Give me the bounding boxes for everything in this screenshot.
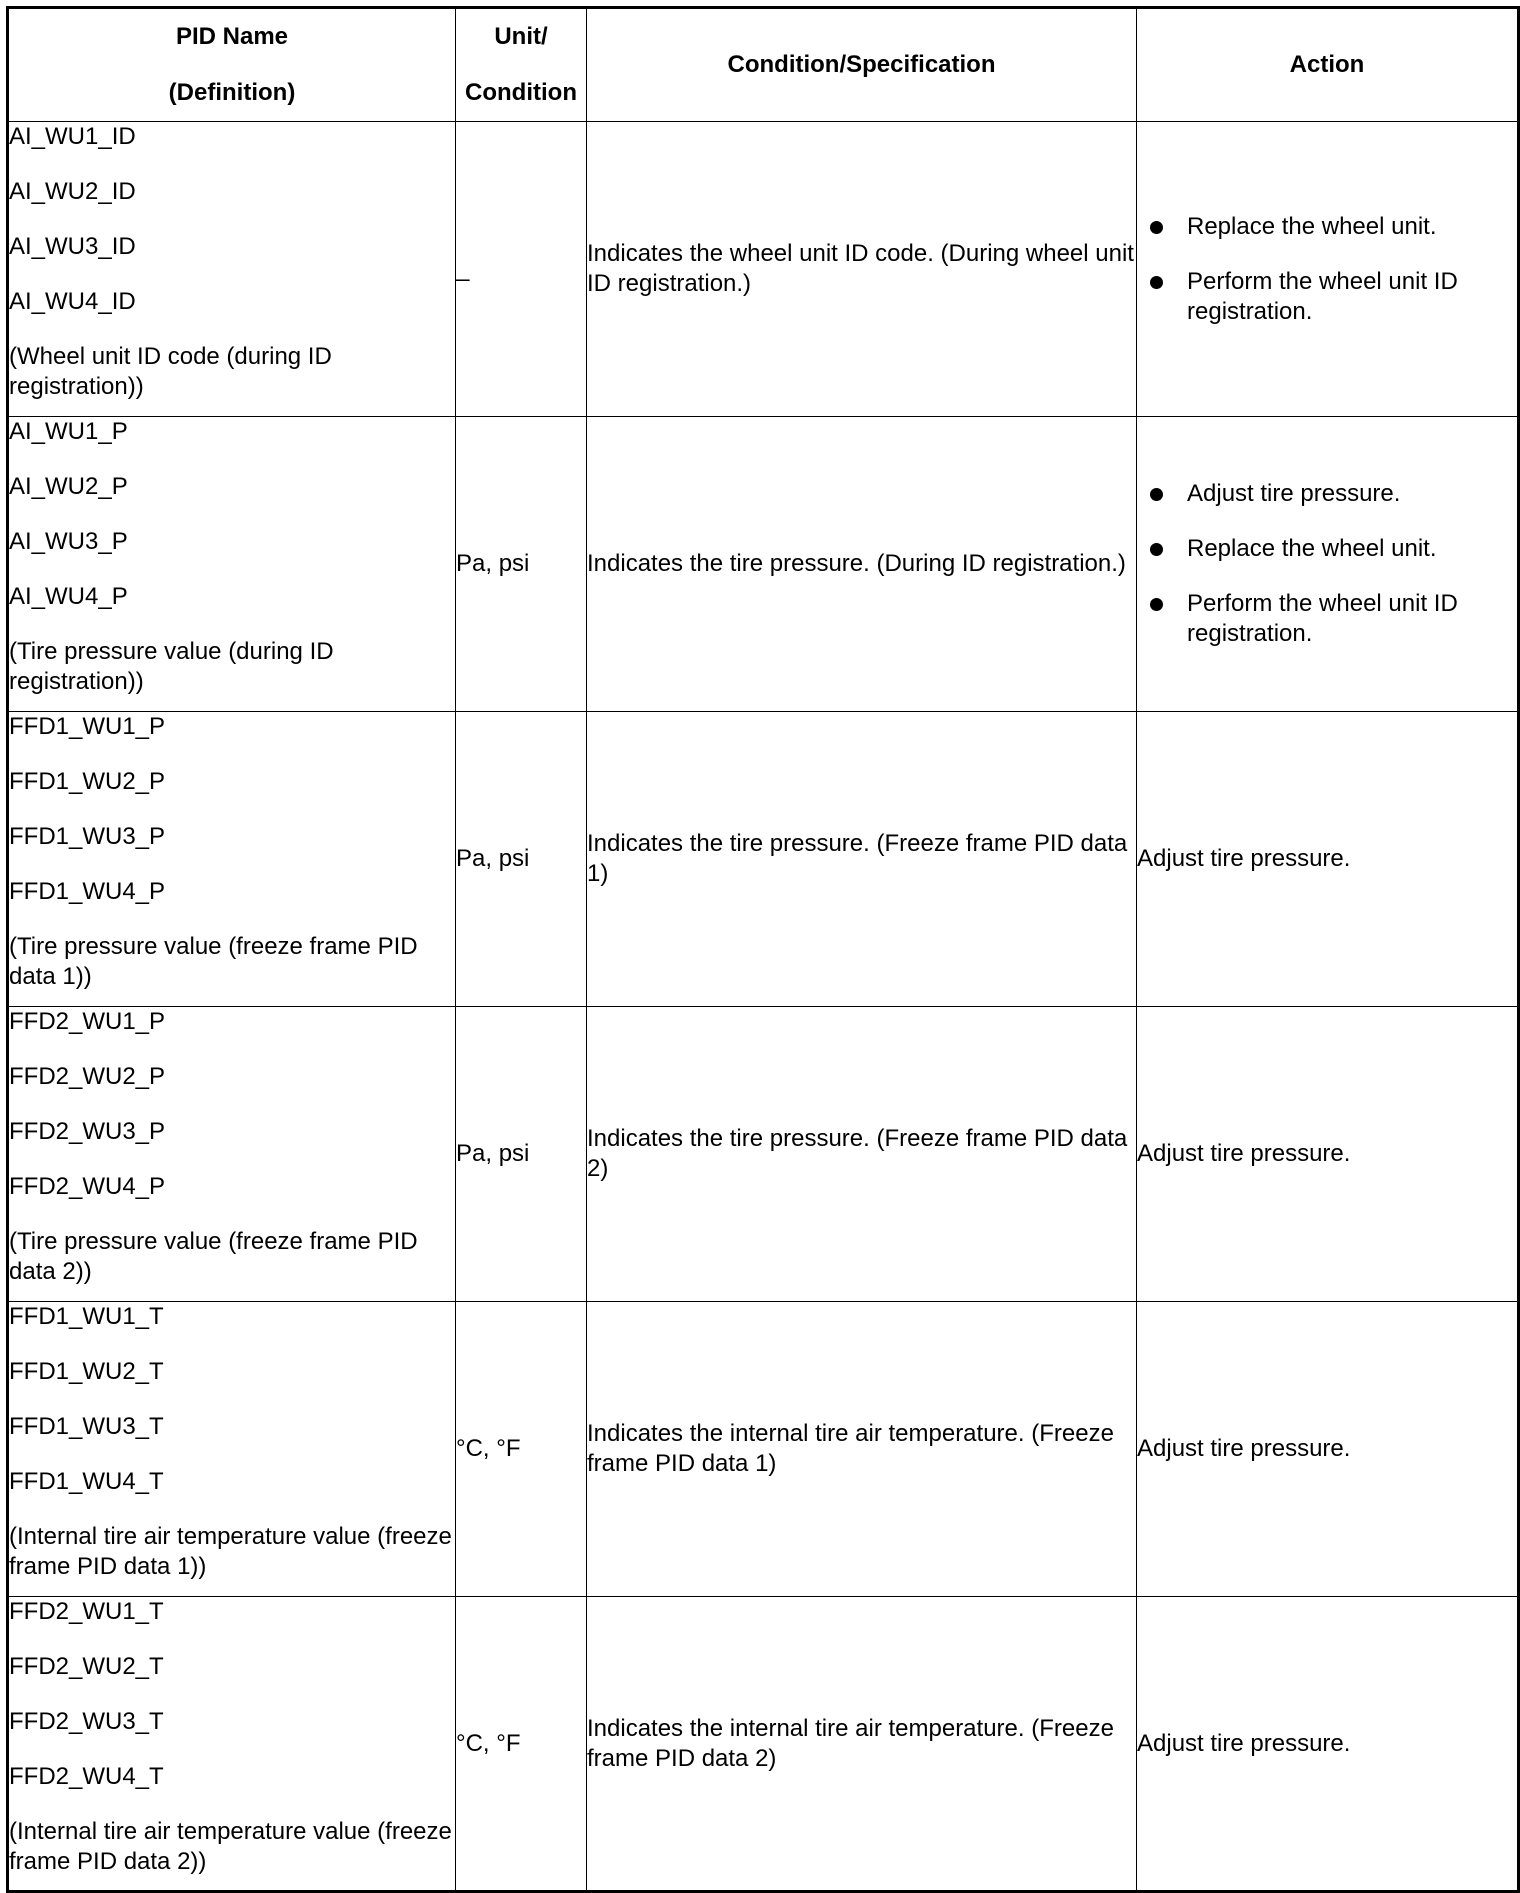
pid-name-cell xyxy=(8,122,456,417)
pid-name: FFD1_WU2_T xyxy=(9,1358,164,1385)
pid-name: FFD2_WU4_T xyxy=(9,1763,164,1790)
pid-name: FFD1_WU2_P xyxy=(9,768,166,795)
pid-name: FFD2_WU1_P xyxy=(9,1008,166,1035)
action-list-item xyxy=(1187,212,1517,242)
pid-name: FFD1_WU4_T xyxy=(9,1468,164,1495)
pid-name: AI_WU1_ID xyxy=(9,123,136,150)
specification-cell: Indicates the internal tire air temperature. (Freeze frame PID data 1) xyxy=(587,1302,1137,1597)
pid-name: AI_WU1_P xyxy=(9,418,128,445)
action-text: Replace the wheel unit. xyxy=(1187,535,1437,562)
bullet-icon xyxy=(1150,598,1163,611)
pid-name-cell xyxy=(8,712,456,1007)
pid-name: FFD2_WU3_P xyxy=(9,1118,166,1145)
pid-name: AI_WU2_P xyxy=(9,473,128,500)
table-body xyxy=(8,122,1519,1892)
action-text: Perform the wheel unit ID registration. xyxy=(1187,590,1458,647)
header-unit xyxy=(456,8,587,122)
specification-cell: Indicates the internal tire air temperature. (Freeze frame PID data 2) xyxy=(587,1597,1137,1892)
table-row xyxy=(8,1597,1519,1892)
header-pid-name-line1: PID Name xyxy=(175,23,289,50)
unit-cell: Pa, psi xyxy=(456,1007,587,1302)
pid-name: FFD2_WU4_P xyxy=(9,1173,166,1200)
pid-name: FFD1_WU1_T xyxy=(9,1303,164,1330)
action-cell xyxy=(1137,712,1519,1007)
pid-name: FFD2_WU2_P xyxy=(9,1063,166,1090)
table-row xyxy=(8,122,1519,417)
table-row xyxy=(8,712,1519,1007)
pid-definition: (Tire pressure value (during ID registration)) xyxy=(9,638,334,695)
specification-cell: Indicates the tire pressure. (Freeze frame PID data 2) xyxy=(587,1007,1137,1302)
action-text: Adjust tire pressure. xyxy=(1137,845,1351,872)
pid-name-cell xyxy=(8,417,456,712)
action-list xyxy=(1137,479,1517,649)
table-row xyxy=(8,417,1519,712)
header-pid-name xyxy=(8,8,456,122)
pid-name: FFD1_WU3_P xyxy=(9,823,166,850)
header-action: Action xyxy=(1137,8,1519,122)
pid-definition: (Tire pressure value (freeze frame PID data 2)) xyxy=(9,1228,418,1285)
action-list-item xyxy=(1187,534,1517,564)
header-condition-specification: Condition/Specification xyxy=(587,8,1137,122)
pid-name: AI_WU4_ID xyxy=(9,288,136,315)
pid-name: AI_WU3_ID xyxy=(9,233,136,260)
pid-definition: (Internal tire air temperature value (freeze frame PID data 1)) xyxy=(9,1523,452,1580)
bullet-icon xyxy=(1150,276,1163,289)
header-unit-line2: Condition xyxy=(465,79,577,106)
action-text: Replace the wheel unit. xyxy=(1187,212,1437,240)
pid-name: FFD2_WU3_T xyxy=(9,1708,164,1735)
header-pid-name-line2: (Definition) xyxy=(168,79,296,106)
specification-cell: Indicates the wheel unit ID code. (During wheel unit ID registration.) xyxy=(587,122,1137,417)
action-cell xyxy=(1137,1302,1519,1597)
bullet-icon xyxy=(1150,488,1163,501)
action-cell xyxy=(1137,1007,1519,1302)
pid-definition: (Tire pressure value (freeze frame PID data 1)) xyxy=(9,933,418,990)
header-row xyxy=(8,8,1519,122)
bullet-icon xyxy=(1150,221,1163,234)
action-cell xyxy=(1137,1597,1519,1892)
specification-cell: Indicates the tire pressure. (During ID registration.) xyxy=(587,417,1137,712)
pid-name: FFD1_WU1_P xyxy=(9,713,166,740)
pid-definition: (Internal tire air temperature value (freeze frame PID data 2)) xyxy=(9,1818,452,1875)
table-row xyxy=(8,1302,1519,1597)
pid-name: FFD1_WU3_T xyxy=(9,1413,164,1440)
action-cell xyxy=(1137,417,1519,712)
table-row xyxy=(8,1007,1519,1302)
pid-name: AI_WU4_P xyxy=(9,583,128,610)
action-text: Adjust tire pressure. xyxy=(1137,1729,1351,1757)
unit-cell: _ xyxy=(456,122,587,417)
unit-cell: °C, °F xyxy=(456,1597,587,1892)
pid-name-cell xyxy=(8,1597,456,1892)
unit-cell: °C, °F xyxy=(456,1302,587,1597)
action-list-item xyxy=(1187,589,1517,649)
bullet-icon xyxy=(1150,543,1163,556)
action-text: Adjust tire pressure. xyxy=(1137,1435,1351,1462)
pid-name: FFD2_WU2_T xyxy=(9,1653,164,1680)
unit-cell: Pa, psi xyxy=(456,712,587,1007)
specification-cell: Indicates the tire pressure. (Freeze frame PID data 1) xyxy=(587,712,1137,1007)
pid-name: FFD1_WU4_P xyxy=(9,878,166,905)
pid-name: AI_WU2_ID xyxy=(9,178,136,205)
pid-definition: (Wheel unit ID code (during ID registration)) xyxy=(9,343,332,400)
pid-name: AI_WU3_P xyxy=(9,528,128,555)
action-list xyxy=(1137,212,1517,327)
unit-cell: Pa, psi xyxy=(456,417,587,712)
pid-name-cell xyxy=(8,1302,456,1597)
action-text: Adjust tire pressure. xyxy=(1137,1140,1351,1167)
action-cell xyxy=(1137,122,1519,417)
action-text: Adjust tire pressure. xyxy=(1187,480,1401,507)
header-unit-line1: Unit/ xyxy=(494,23,548,50)
pid-table xyxy=(6,6,1520,1893)
action-list-item xyxy=(1187,479,1517,509)
action-text: Perform the wheel unit ID registration. xyxy=(1187,267,1458,325)
pid-name-cell xyxy=(8,1007,456,1302)
table-header xyxy=(8,8,1519,122)
pid-name: FFD2_WU1_T xyxy=(9,1598,164,1625)
action-list-item xyxy=(1187,267,1517,327)
